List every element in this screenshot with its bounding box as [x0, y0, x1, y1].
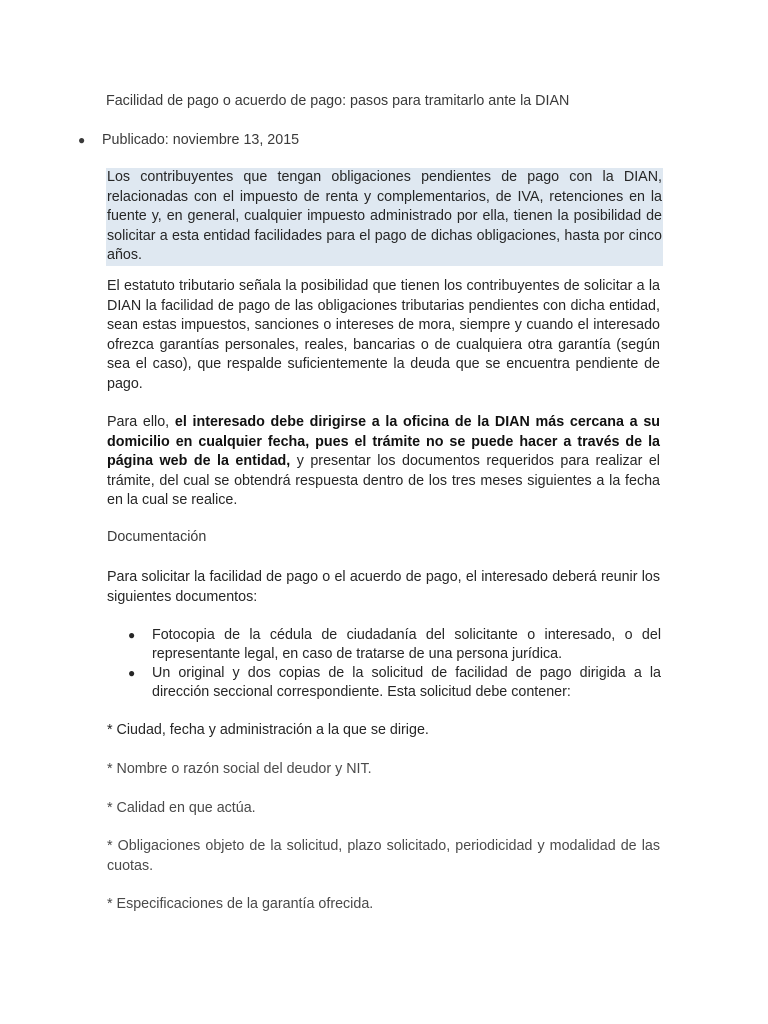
list-item [128, 626, 661, 664]
documentation-heading: Documentación [107, 529, 207, 545]
bullet-icon: ● [78, 133, 86, 147]
requirement-item: * Obligaciones objeto de la solicitud, plazo solicitado, periodicidad y modalidad de las cuotas. [107, 838, 660, 874]
requirement-item: * Ciudad, fecha y administración a la que se dirige. [107, 722, 429, 738]
documents-list [128, 626, 661, 702]
documentation-intro: Para solicitar la facilidad de pago o el acuerdo de pago, el interesado deberá reunir los siguientes documentos: [107, 569, 660, 605]
published-text: Publicado: noviembre 13, 2015 [102, 132, 300, 148]
statute-paragraph: El estatuto tributario señala la posibilidad que tienen los contribuyentes de solicitar a la DIAN la facilidad de pago de las obligaciones tributarias pendientes con dicha entidad, sean estas impuestos, sanciones o intereses de mora, siempre y cuando el interesado ofrezca garantías personales, reales, bancarias o de cualquiera otra garantía (según sea el caso), que respalde suficientemente la deuda que se encuentra pendiente de pago. [107, 278, 660, 392]
document-item-text: Un original y dos copias de la solicitud de facilidad de pago dirigida a la dirección seccional correspondiente. Esta solicitud debe contener: [152, 665, 661, 700]
procedure-paragraph [107, 413, 660, 511]
procedure-lead: Para ello, [107, 414, 175, 430]
procedure-tail: y presentar los documentos requeridos para realizar el trámite, del cual se obtendrá respuesta dentro de los tres meses siguientes a la fecha en la cual se realice. [107, 453, 660, 508]
procedure-bold: el interesado debe dirigirse a la oficina de la DIAN más cercana a su domicilio en cualquier fecha, pues el trámite no se puede hacer a través de la página web de la entidad, [107, 414, 661, 469]
bullet-icon: ● [128, 666, 136, 680]
intro-paragraph: Los contribuyentes que tengan obligaciones pendientes de pago con la DIAN, relacionadas con el impuesto de renta y complementarios, de IVA, retenciones en la fuente y, en general, cualquier impuesto administrado por ella, tienen la posibilidad de solicitar a esta entidad facilidades para el pago de dichas obligaciones, hasta por cinco años. [106, 168, 663, 266]
requirement-item: * Especificaciones de la garantía ofrecida. [107, 896, 374, 912]
published-date [78, 131, 299, 149]
article-title: Facilidad de pago o acuerdo de pago: pasos para tramitarlo ante la DIAN [106, 93, 570, 109]
list-item [128, 664, 661, 702]
requirement-item: * Calidad en que actúa. [107, 800, 256, 816]
bullet-icon: ● [128, 628, 136, 642]
requirement-item: * Nombre o razón social del deudor y NIT. [107, 761, 372, 777]
document-item-text: Fotocopia de la cédula de ciudadanía del solicitante o interesado, o del representante legal, en caso de tratarse de una persona jurídica. [152, 627, 661, 662]
